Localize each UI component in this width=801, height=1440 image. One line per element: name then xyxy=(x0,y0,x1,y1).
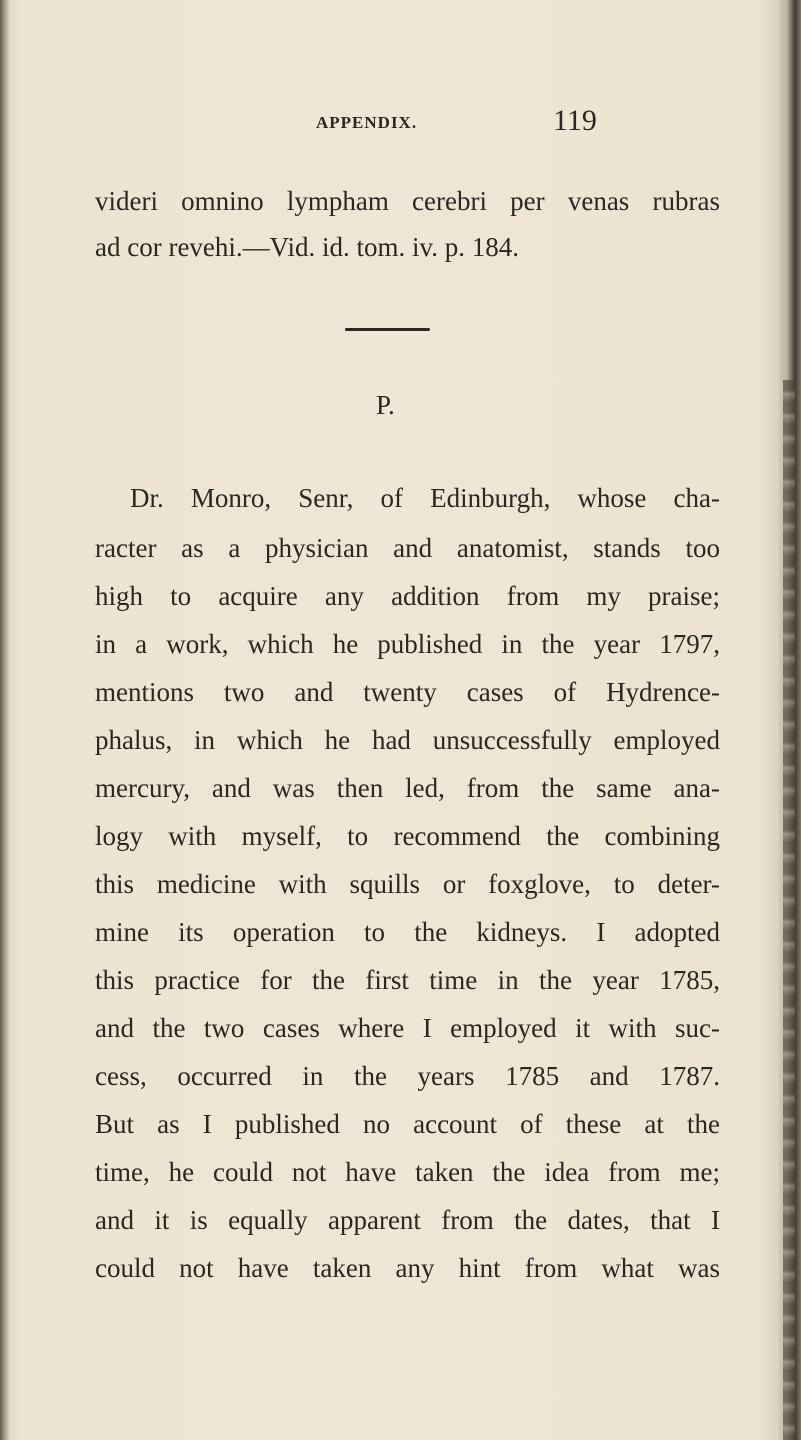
body-line-6: phalus, in which he had unsuccessfully employed xyxy=(95,725,720,755)
section-divider xyxy=(345,328,430,331)
body-line-17: could not have taken any hint from what was xyxy=(95,1253,720,1283)
body-line-11: this practice for the first time in the year 1785, xyxy=(95,965,720,995)
page-number: 119 xyxy=(553,104,597,137)
intro-line-1: videri omnino lympham cerebri per venas rubras xyxy=(95,186,720,216)
binding-shadow xyxy=(783,380,795,1440)
body-line-2: racter as a physician and anatomist, stands too xyxy=(95,533,720,563)
body-line-8: logy with myself, to recommend the combining xyxy=(95,821,720,851)
body-line-4: in a work, which he published in the year 1797, xyxy=(95,629,720,659)
section-heading: P. xyxy=(376,390,395,420)
running-head: APPENDIX. xyxy=(316,113,418,132)
body-line-7: mercury, and was then led, from the same ana- xyxy=(95,773,720,803)
body-line-12: and the two cases where I employed it with suc- xyxy=(95,1013,720,1043)
body-line-13: cess, occurred in the years 1785 and 1787. xyxy=(95,1061,720,1091)
body-line-3: high to acquire any addition from my praise; xyxy=(95,581,720,611)
body-line-15: time, he could not have taken the idea from me; xyxy=(95,1157,720,1187)
body-line-1: Dr. Monro, Senr, of Edinburgh, whose cha- xyxy=(130,483,720,513)
body-line-10: mine its operation to the kidneys. I adopted xyxy=(95,917,720,947)
page-header xyxy=(300,104,720,142)
intro-line-2: ad cor revehi.—Vid. id. tom. iv. p. 184. xyxy=(95,232,520,262)
body-line-9: this medicine with squills or foxglove, to deter- xyxy=(95,869,720,899)
body-line-14: But as I published no account of these at the xyxy=(95,1109,720,1139)
body-line-5: mentions two and twenty cases of Hydrence- xyxy=(95,677,720,707)
left-page-edge xyxy=(0,0,10,1440)
body-line-16: and it is equally apparent from the dates, that I xyxy=(95,1205,720,1235)
